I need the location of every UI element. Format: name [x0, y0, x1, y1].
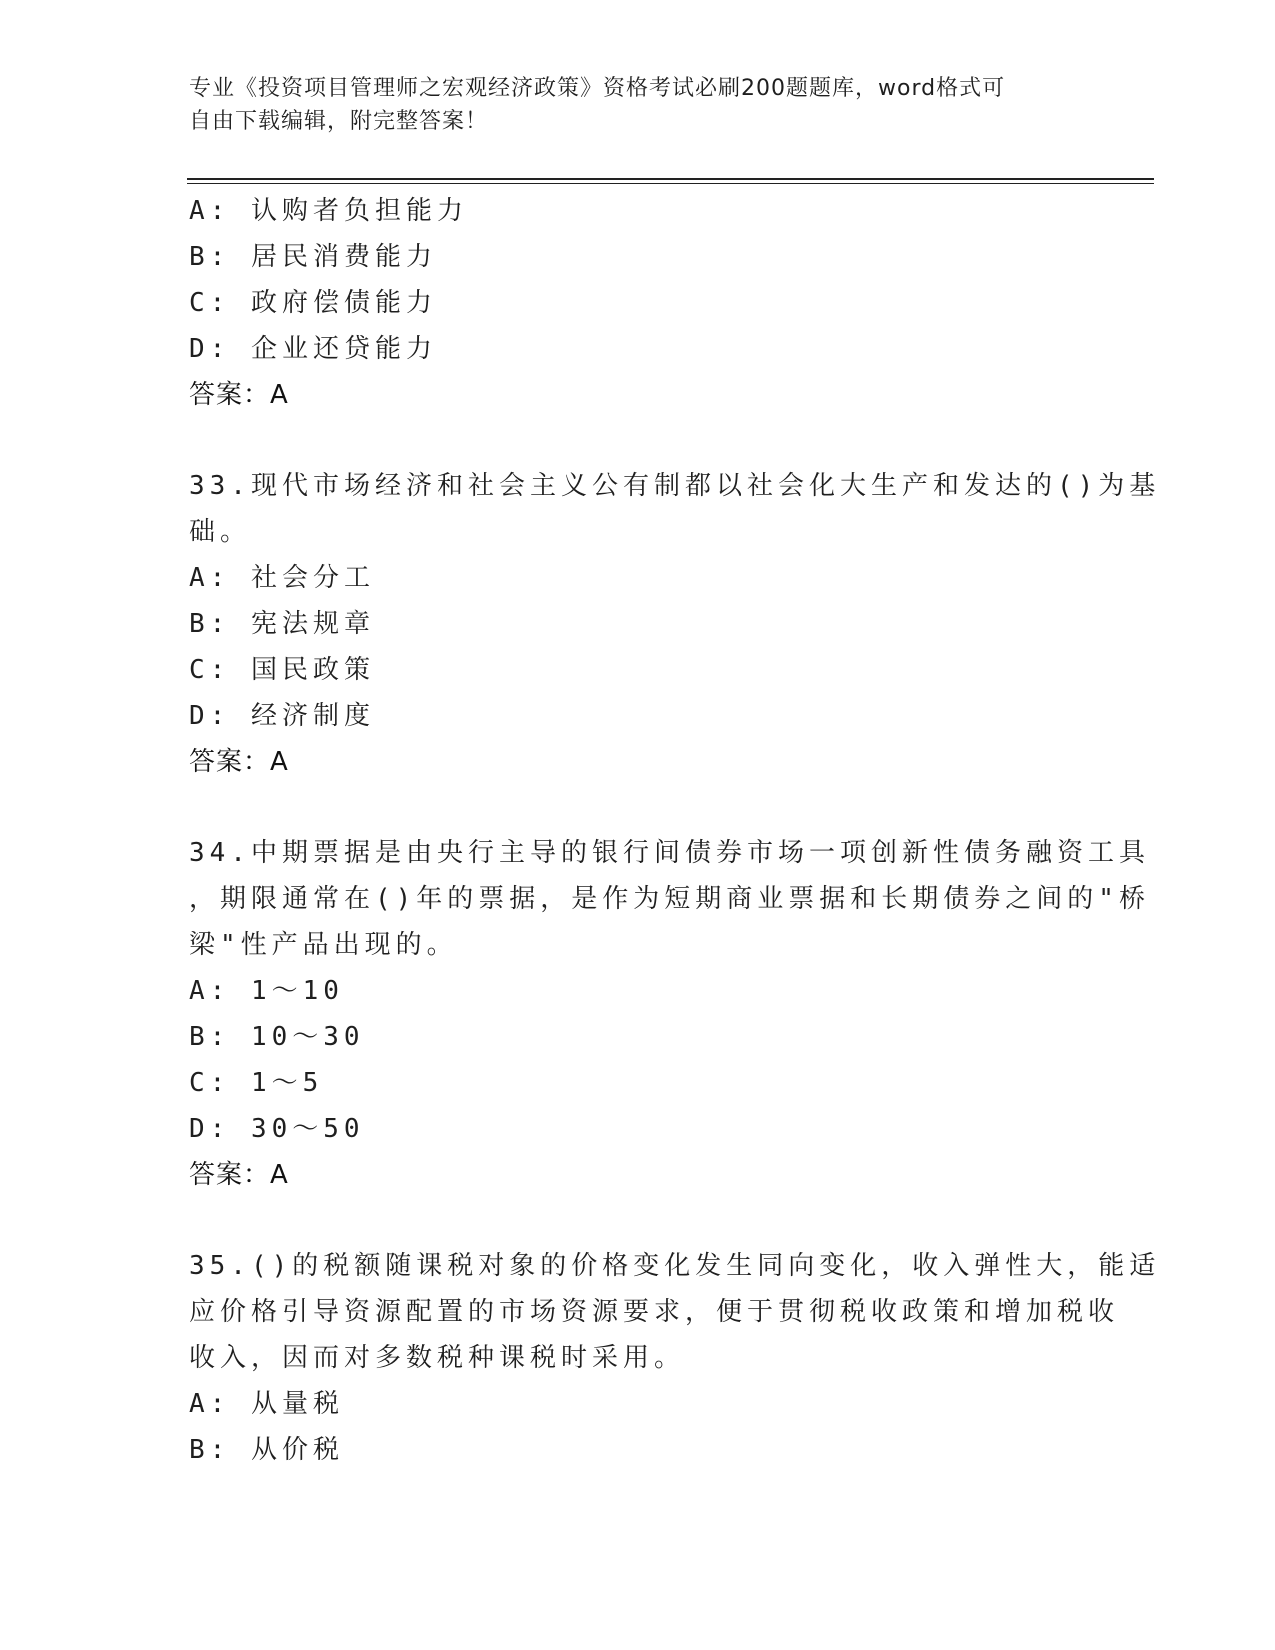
question-stem-line: 应价格引导资源配置的市场资源要求，便于贯彻税收政策和增加税收 [189, 1297, 1120, 1327]
question-stem-line: 34.中期票据是由央行主导的银行间债券市场一项创新性债务融资工具 [189, 838, 1150, 868]
option-c: C: 政府偿债能力 [189, 288, 437, 318]
option-b: B: 居民消费能力 [189, 242, 437, 272]
header-divider-thin [187, 183, 1154, 184]
option-b: B: 宪法规章 [189, 609, 375, 639]
question-stem-line: 收入，因而对多数税种课税时采用。 [189, 1343, 686, 1373]
header-divider-thick [187, 178, 1154, 180]
option-a: A: 社会分工 [189, 563, 375, 593]
option-a: A: 1～10 [189, 976, 344, 1006]
spacer [189, 1198, 1089, 1243]
question-stem-line: 础。 [189, 517, 252, 547]
option-b: B: 10～30 [189, 1022, 365, 1052]
answer-line: 答案：A [189, 1160, 289, 1190]
question-34 [189, 830, 1150, 1198]
question-35 [189, 1243, 1161, 1473]
question-content [189, 188, 1161, 1473]
header-line-1: 专业《投资项目管理师之宏观经济政策》资格考试必刷200题题库，word格式可 [189, 76, 1006, 101]
question-stem-line: 梁"性产品出现的。 [189, 930, 458, 960]
option-a: A: 认购者负担能力 [189, 196, 468, 226]
option-c: C: 1～5 [189, 1068, 324, 1098]
spacer [189, 785, 1089, 830]
option-d: D: 经济制度 [189, 701, 375, 731]
option-a: A: 从量税 [189, 1389, 344, 1419]
header-line-2: 自由下载编辑，附完整答案！ [189, 109, 489, 134]
question-32 [189, 188, 1089, 418]
answer-line: 答案：A [189, 747, 289, 777]
question-stem-line: ，期限通常在()年的票据，是作为短期商业票据和长期债券之间的"桥 [189, 884, 1150, 914]
question-33 [189, 463, 1161, 785]
option-b: B: 从价税 [189, 1435, 344, 1465]
spacer [189, 418, 1089, 463]
option-d: D: 企业还贷能力 [189, 334, 437, 364]
option-d: D: 30～50 [189, 1114, 365, 1144]
question-stem-line: 35.()的税额随课税对象的价格变化发生同向变化，收入弹性大，能适 [189, 1251, 1161, 1281]
question-stem-line: 33.现代市场经济和社会主义公有制都以社会化大生产和发达的()为基 [189, 471, 1161, 501]
option-c: C: 国民政策 [189, 655, 375, 685]
document-header [189, 72, 1069, 138]
answer-line: 答案：A [189, 380, 289, 410]
